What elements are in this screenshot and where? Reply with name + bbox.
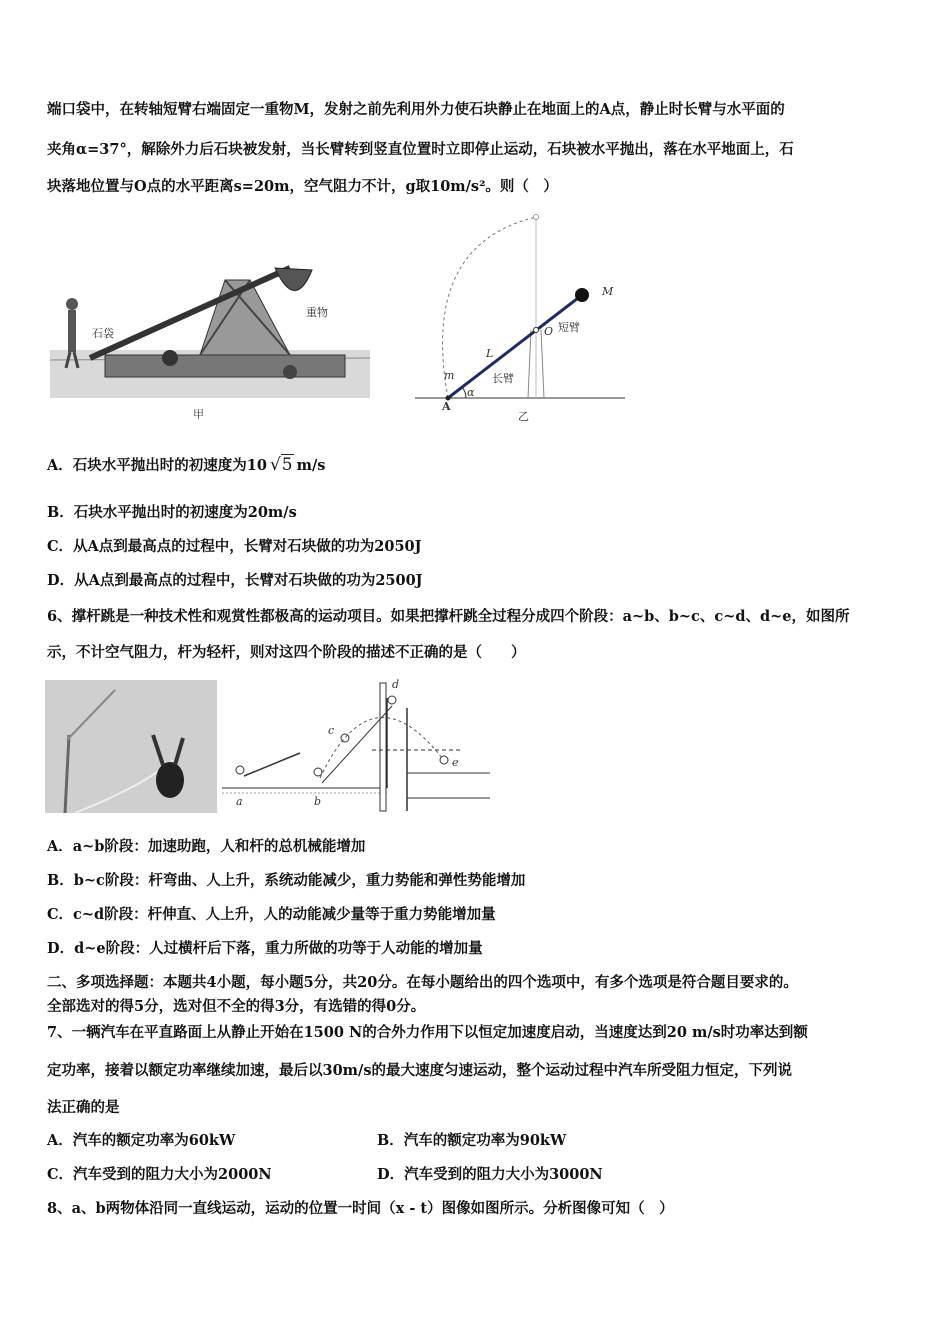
q5-line2: 夹角α=37°，解除外力后石块被发射，当长臂转到竖直位置时立即停止运动，石块被水平抛出，落在水平地面上，石	[47, 141, 794, 158]
stage-label-a: a	[236, 795, 243, 808]
q7-line1: 7、一辆汽车在平直路面上从静止开始在1500 N的合外力作用下以恒定加速度启动，当速度达到20 m/s时功率达到额	[47, 1024, 808, 1041]
pole-vault-photo	[45, 680, 217, 813]
q6-line1: 6、撑杆跳是一种技术性和观赏性都极高的运动项目。如果把撑杆跳全过程分成四个阶段：a~b、b~c、c~d、d~e，如图所	[47, 608, 850, 625]
q7-option-c: C．汽车受到的阻力大小为2000N	[47, 1166, 272, 1183]
q5-option-a	[47, 455, 325, 476]
label-A: A	[442, 400, 451, 413]
pole-vault-photo-graphic	[45, 680, 217, 813]
stage-label-b: b	[314, 795, 322, 808]
geometry-figure	[410, 205, 640, 425]
label-L: L	[486, 347, 494, 360]
q5-option-d: D．从A点到最高点的过程中，长臂对石块做的功为2500J	[47, 572, 423, 589]
q5-line1: 端口袋中，在转轴短臂右端固定一重物M，发射之前先利用外力使石块静止在地面上的A点，静止时长臂与水平面的	[47, 101, 785, 118]
figure-yi-caption: 乙	[518, 410, 529, 423]
q6-option-b: B．b~c阶段：杆弯曲、人上升，系统动能减少，重力势能和弹性势能增加	[47, 872, 526, 889]
label-m: m	[444, 369, 455, 382]
section2-line1: 二、多项选择题：本题共4小题，每小题5分，共20分。在每小题给出的四个选项中，有多个选项是符合题目要求的。	[47, 974, 798, 991]
sqrt-radicand: 5	[281, 455, 293, 475]
q8-line1: 8、a、b两物体沿同一直线运动，运动的位置一时间（x - t）图像如图所示。分析图像可知（ ）	[47, 1200, 674, 1217]
q6-option-c: C．c~d阶段：杆伸直、人上升，人的动能减少量等于重力势能增加量	[47, 906, 496, 923]
trebuchet-figure	[50, 240, 380, 420]
q7-line3: 法正确的是	[47, 1099, 120, 1116]
stone-bag-label: 石袋	[92, 327, 114, 340]
q7-option-b: B．汽车的额定功率为90kW	[377, 1132, 567, 1149]
pole-vault-stages-diagram	[222, 678, 494, 813]
sqrt-symbol: √5	[269, 455, 293, 475]
long-arm-label: 长臂	[492, 372, 514, 385]
stage-label-e: e	[452, 756, 459, 769]
q7-line2: 定功率，接着以额定功率继续加速，最后以30m/s的最大速度匀速运动，整个运动过程中汽车所受阻力恒定，下列说	[47, 1062, 792, 1079]
short-arm-label: 短臂	[558, 321, 580, 334]
geometry-diagram	[410, 205, 640, 425]
q5-line3: 块落地位置与O点的水平距离s=20m，空气阻力不计，g取10m/s²。则（ ）	[47, 178, 558, 195]
stage-label-d: d	[392, 678, 400, 691]
figure-jia-caption: 甲	[193, 408, 204, 421]
label-O: O	[544, 325, 554, 338]
stage-label-c: c	[328, 724, 335, 737]
weight-ball	[575, 288, 589, 302]
q5-option-a-text: A．石块水平抛出时的初速度为10	[47, 457, 267, 474]
label-alpha: α	[467, 386, 475, 399]
q6-option-a: A．a~b阶段：加速助跑，人和杆的总机械能增加	[47, 838, 366, 855]
label-M: M	[602, 285, 614, 298]
pole-vault-diagram	[222, 678, 494, 813]
weight-label: 重物	[306, 306, 328, 319]
q5-option-c: C．从A点到最高点的过程中，长臂对石块做的功为2050J	[47, 538, 422, 555]
q6-option-d: D．d~e阶段：人过横杆后下落，重力所做的功等于人动能的增加量	[47, 940, 483, 957]
q5-option-a-unit: m/s	[296, 457, 326, 474]
q6-line2: 示，不计空气阻力，杆为轻杆，则对这四个阶段的描述不正确的是（ ）	[47, 644, 526, 661]
q7-option-a: A．汽车的额定功率为60kW	[47, 1132, 236, 1149]
q5-option-b: B．石块水平抛出时的初速度为20m/s	[47, 504, 297, 521]
section2-line2: 全部选对的得5分，选对但不全的得3分，有选错的得0分。	[47, 998, 426, 1015]
q7-option-d: D．汽车受到的阻力大小为3000N	[377, 1166, 603, 1183]
